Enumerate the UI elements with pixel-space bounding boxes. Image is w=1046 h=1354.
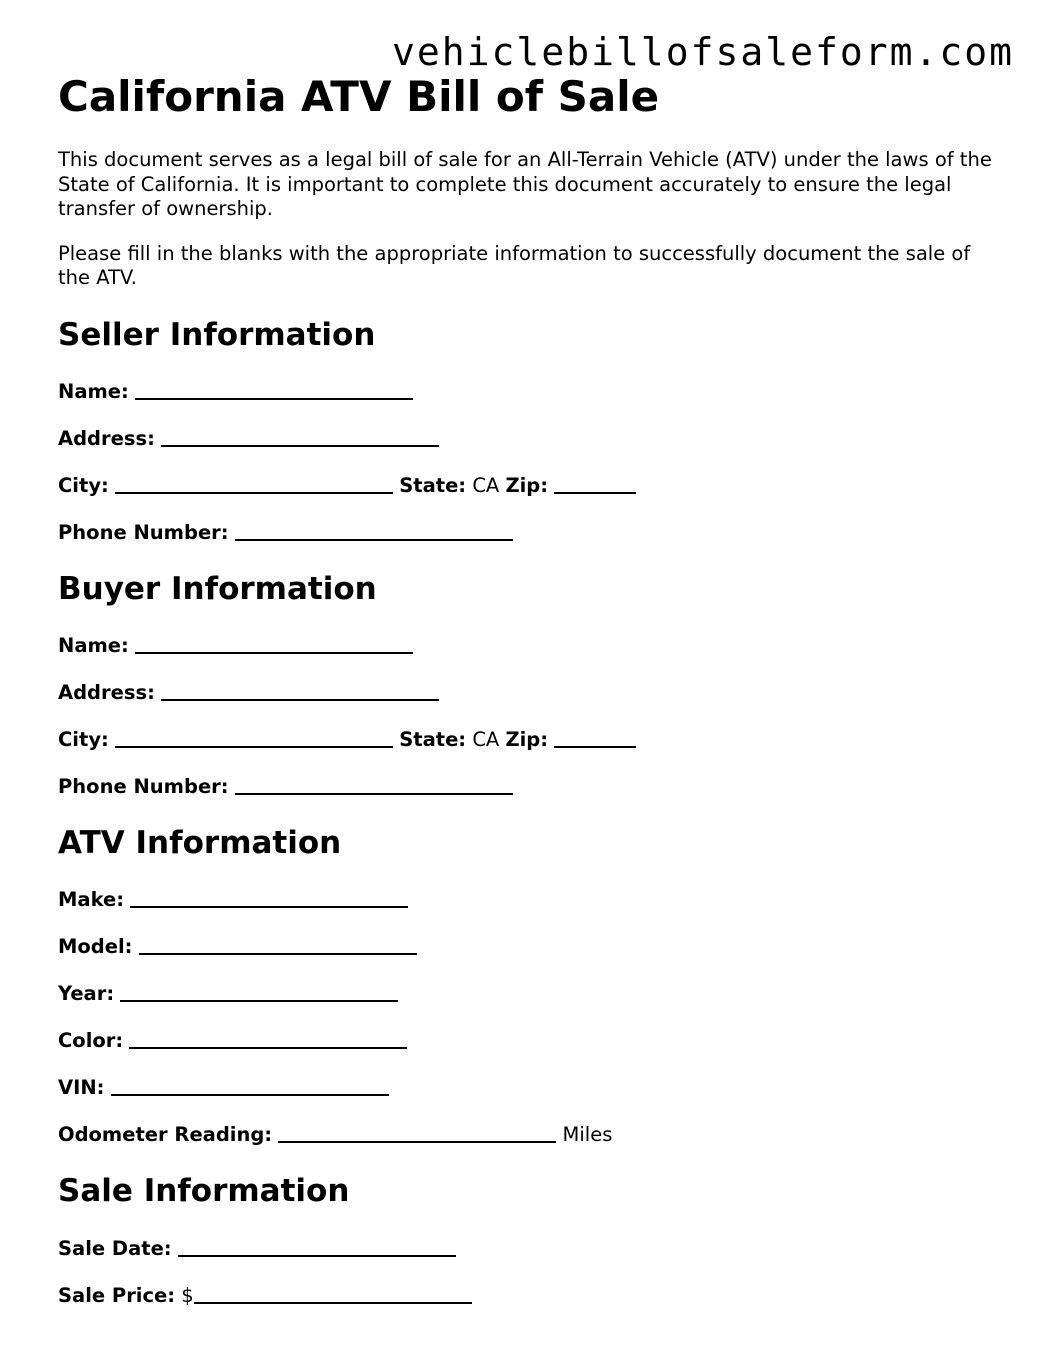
sale-date-row bbox=[58, 1235, 998, 1261]
seller-name-row bbox=[58, 378, 998, 404]
sale-price-field[interactable] bbox=[194, 1282, 472, 1304]
seller-city-label: City: bbox=[58, 474, 109, 498]
intro-paragraph-1: This document serves as a legal bill of sale for an All-Terrain Vehicle (ATV) under the laws of the State of California. It is important to complete this document accurately to ensure the legal transfer of ownership. bbox=[58, 148, 992, 221]
buyer-phone-row bbox=[58, 773, 998, 799]
seller-address-row bbox=[58, 425, 998, 451]
atv-model-field[interactable] bbox=[139, 933, 417, 955]
atv-year-label: Year: bbox=[58, 982, 115, 1006]
buyer-address-field[interactable] bbox=[161, 679, 439, 701]
sale-section-heading: Sale Information bbox=[58, 1173, 350, 1210]
buyer-city-field[interactable] bbox=[115, 726, 393, 748]
atv-make-row bbox=[58, 886, 998, 912]
sale-date-label: Sale Date: bbox=[58, 1236, 172, 1260]
atv-color-row bbox=[58, 1027, 998, 1053]
buyer-name-row bbox=[58, 632, 998, 658]
page-title: California ATV Bill of Sale bbox=[58, 72, 660, 121]
watermark: vehiclebillofsaleform.com bbox=[392, 30, 1014, 74]
atv-odometer-field[interactable] bbox=[278, 1121, 556, 1143]
sale-price-currency: $ bbox=[181, 1283, 194, 1307]
atv-year-row bbox=[58, 980, 998, 1006]
buyer-zip-label: Zip: bbox=[505, 728, 549, 752]
buyer-section-heading: Buyer Information bbox=[58, 571, 377, 608]
atv-color-field[interactable] bbox=[129, 1027, 407, 1049]
seller-address-label: Address: bbox=[58, 427, 155, 451]
buyer-address-label: Address: bbox=[58, 681, 155, 705]
buyer-phone-field[interactable] bbox=[235, 773, 513, 795]
seller-phone-label: Phone Number: bbox=[58, 521, 229, 545]
seller-state-value: CA bbox=[472, 474, 500, 498]
atv-vin-field[interactable] bbox=[111, 1074, 389, 1096]
buyer-phone-label: Phone Number: bbox=[58, 775, 229, 799]
sale-date-field[interactable] bbox=[178, 1235, 456, 1257]
buyer-state-value: CA bbox=[472, 728, 500, 752]
atv-color-label: Color: bbox=[58, 1029, 124, 1053]
atv-make-field[interactable] bbox=[130, 886, 408, 908]
intro-paragraph-2: Please fill in the blanks with the appropriate information to successfully document the sale of the ATV. bbox=[58, 241, 971, 290]
atv-odometer-row bbox=[58, 1121, 998, 1147]
seller-phone-field[interactable] bbox=[235, 519, 513, 541]
seller-city-field[interactable] bbox=[115, 472, 393, 494]
sale-price-row bbox=[58, 1282, 998, 1308]
seller-section-heading: Seller Information bbox=[58, 316, 376, 353]
atv-make-label: Make: bbox=[58, 888, 125, 912]
atv-section-heading: ATV Information bbox=[58, 825, 342, 862]
buyer-state-label: State: bbox=[399, 728, 467, 752]
atv-odometer-label: Odometer Reading: bbox=[58, 1123, 273, 1147]
buyer-name-field[interactable] bbox=[135, 632, 413, 654]
buyer-name-label: Name: bbox=[58, 634, 129, 658]
seller-zip-field[interactable] bbox=[554, 472, 636, 494]
seller-name-field[interactable] bbox=[135, 378, 413, 400]
atv-model-label: Model: bbox=[58, 935, 133, 959]
buyer-address-row bbox=[58, 679, 998, 705]
atv-model-row bbox=[58, 933, 998, 959]
atv-vin-label: VIN: bbox=[58, 1076, 105, 1100]
buyer-city-row bbox=[58, 726, 998, 752]
atv-odometer-unit: Miles bbox=[562, 1123, 613, 1147]
seller-name-label: Name: bbox=[58, 380, 129, 404]
atv-year-field[interactable] bbox=[120, 980, 398, 1002]
seller-phone-row bbox=[58, 519, 998, 545]
buyer-zip-field[interactable] bbox=[554, 726, 636, 748]
sale-price-label: Sale Price: bbox=[58, 1283, 176, 1307]
seller-city-row bbox=[58, 472, 998, 498]
document-page bbox=[58, 72, 998, 1329]
seller-zip-label: Zip: bbox=[505, 474, 549, 498]
seller-state-label: State: bbox=[399, 474, 467, 498]
seller-address-field[interactable] bbox=[161, 425, 439, 447]
buyer-city-label: City: bbox=[58, 728, 109, 752]
atv-vin-row bbox=[58, 1074, 998, 1100]
